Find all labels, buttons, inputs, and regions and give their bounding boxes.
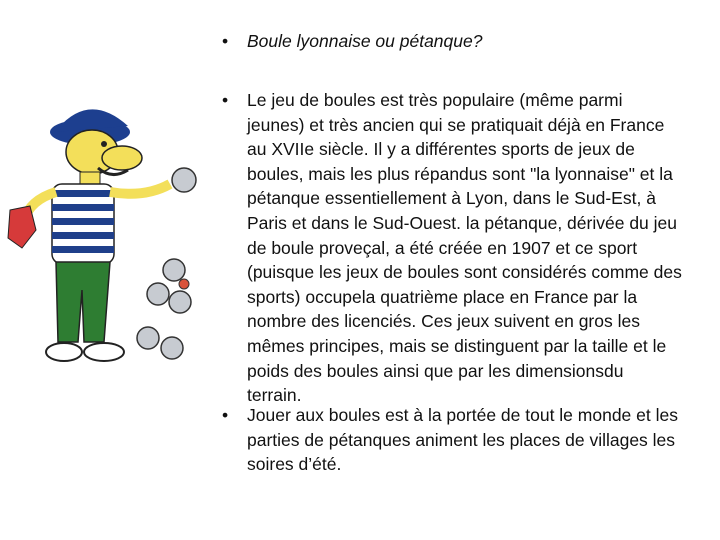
slide-title: Boule lyonnaise ou pétanque?	[247, 31, 483, 51]
nose	[102, 146, 142, 170]
striped-shirt	[52, 184, 114, 264]
boule	[169, 291, 191, 313]
title-bullet	[222, 29, 682, 54]
thrown-ball	[172, 168, 196, 192]
boule	[163, 259, 185, 281]
boule	[147, 283, 169, 305]
bullet-marker: •	[222, 405, 229, 425]
boule	[161, 337, 183, 359]
right-shoe	[84, 343, 124, 361]
body-bullet	[222, 88, 682, 408]
boule	[137, 327, 159, 349]
right-arm	[110, 184, 170, 194]
paragraph-history: Le jeu de boules est très populaire (même parmi jeunes) et très ancien qui se pratiquait déjà en France au XVIIe siècle. Il y a différentes sports de jeux de boules, mais les plus répandus sont "la lyonnaise" et la pétanque essentiellement à Lyon, dans le Sud-Est, à Paris et dans le Sud-Ouest. la pétanque, dérivée du jeu de boule proveçal, a été créée en 1907 et ce sport (puisque les jeux de boules sont considérés comme des sports) occupela quatrième place en France par la nombre des licenciés. Ces jeux suivent en gros les mêmes principes, mais se distinguent par la taille et le poids des boules ainsi que par les dimensionsdu terrain.	[247, 90, 682, 406]
bullet-marker: •	[222, 31, 229, 51]
petanque-player-illustration	[0, 80, 215, 390]
paragraph-villages: Jouer aux boules est à la portée de tout le monde et les parties de pétanques animent les places de villages les soires d’été.	[247, 405, 678, 475]
trousers	[56, 262, 110, 342]
eye	[101, 141, 107, 147]
red-cloth	[8, 206, 36, 248]
bullet-marker: •	[222, 90, 229, 110]
body-bullet	[222, 403, 682, 477]
jack-ball	[179, 279, 189, 289]
left-shoe	[46, 343, 82, 361]
